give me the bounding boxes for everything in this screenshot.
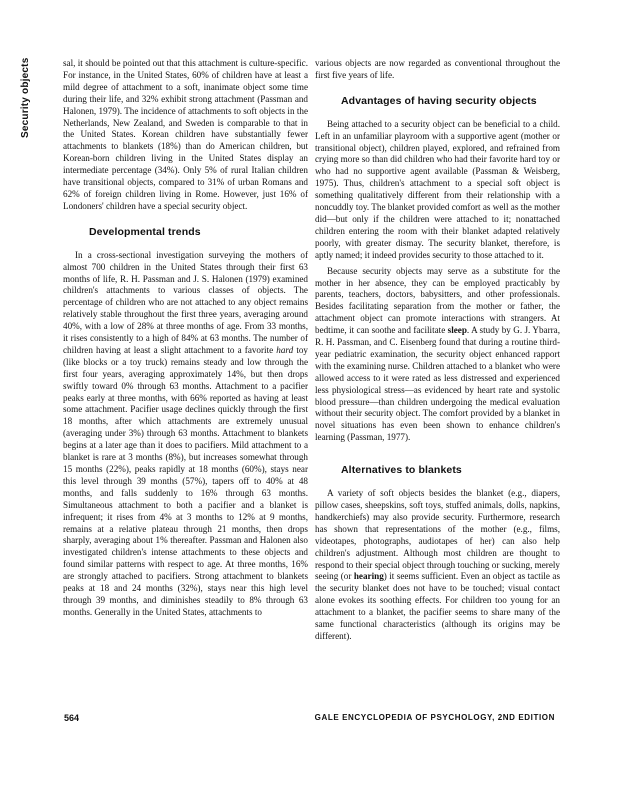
keyword-sleep[interactable]: sleep bbox=[447, 325, 467, 336]
paragraph: Because security objects may serve as a substitute for the mother in her absence, they can be employed practicably by parents, teachers, doctors, babysitters, and other professionals. Besides facilitating separation from the mother or father, the attachment object can promote interactions with strangers. At bedtime, it can soothe and facilitate sleep. A study by G. J. Ybarra, R. H. Passman, and C. Eisenberg found that during a routine third-year pediatric examination, the security object enhanced rapport with the examining nurse. Children attached to a blanket who were allowed access to it were rated as less distressed and experienced less physiological stress—as evidenced by heart rate and systolic blood pressure—than children undergoing the medical evaluation without their security object. The comfort provided by a blanket in novel situations has even been shown to enhance children's learning (Passman, 1977). bbox=[315, 265, 560, 443]
paragraph: A variety of soft objects besides the blanket (e.g., diapers, pillow cases, sheepskins, soft toys, stuffed animals, dolls, napkins, handkerchiefs) may also provide security. Furthermore, research has shown that representations of the mother (e.g., films, videotapes, photographs, audiotapes of her) can also help children's adjustment. Although most children are thought to respond to their special object through touching or sucking, merely seeing (or hearing) it seems sufficient. Even an object as tactile as the security blanket does not have to be touched; visual contact alone evokes its soothing effects. For children too young for an attachment to a blanket, the pacifier seems to share many of the same functional characteristics (although its origins may be different). bbox=[315, 488, 560, 641]
paragraph: In a cross-sectional investigation surveying the mothers of almost 700 children in the United States through their first 63 months of life, R. H. Passman and J. S. Halonen (1979) examined children's attachments to various classes of objects. The percentage of children who are not attached to any object remains relatively stable throughout the first three years, averaging around 40%, with a low of 28% at three months of age. From 33 months, it rises consistently to a high of 84% at 63 months. The number of children having at least a slight attachment to a favorite hard toy (like blocks or a toy truck) remains steady and low through the first four years, averaging approximately 14%, but then drops swiftly toward 0% through 63 months. Attachment to a pacifier peaks early at three months, with 66% reported as having at least some attachment. Pacifier usage declines quickly through the first 18 months, after which attachments are extremely unusual (averaging under 3%) through 63 months. Attachment to blankets begins at a later age than it does to pacifiers. Mild attachment to a blanket is rare at 3 months (8%), but increases somewhat through 15 months (22%), peaks rapidly at 18 months (60%), stays near this level through 39 months (57%), tapers off to 40% at 48 months, and falls suddenly to 16% through 63 months. Simultaneous attachment to both a pacifier and a blanket is infrequent; it rises from 4% at 3 months to 12% at 9 months, remains at a relative plateau through 21 months, then drops sharply, averaging about 1% thereafter. Passman and Halonen also investigated children's intense attachments to these objects and found similar patterns with respect to age. At three months, 16% are strongly attached to pacifiers. Strong attachment to blankets peaks at 18 and 24 months (32%), stays near this high level through 39 months, and diminishes steadily to 8% through 63 months. Generally in the United States, attachments to bbox=[63, 249, 308, 617]
paragraph: Being attached to a security object can be beneficial to a child. Left in an unfamiliar playroom with a supportive agent (mother or transitional object), children played, explored, and refrained from crying more so than did children who had their favorite hard toy or who had no supportive agent available (Passman & Weisberg, 1975). Thus, children's attachment to a special soft object is something qualitatively different from their relationship with a noncuddly toy. The blanket provided comfort as well as the mother did—but only if the children were attached to it; nonattached children entering the room with their blanket adapted relatively poorly, with greater dismay. The security blanket, therefore, is aptly named; it indeed provides security to those attached to it. bbox=[315, 118, 560, 260]
page-number: 564 bbox=[64, 713, 80, 723]
paragraph: sal, it should be pointed out that this attachment is culture-specific. For instance, in the United States, 60% of children have at least a mild degree of attachment to a soft, inanimate object some time during their life, and 32% exhibit strong attachment (Passman and Halonen, 1979). The incidence of attachments to soft objects in the Netherlands, New Zealand, and Sweden is comparable to that in the United States. Korean children have substantially fewer attachments to blankets (18%) than do American children, but Korean-born children living in the United States display an intermediate percentage (34%). Only 5% of rural Italian children have transitional objects, compared to 31% of urban Romans and 62% of foreign children living in Rome. However, just 16% of Londoners' children have a special security object. bbox=[63, 58, 308, 211]
left-column bbox=[63, 58, 308, 619]
right-column bbox=[315, 58, 560, 643]
section-heading-alternatives: Alternatives to blankets bbox=[341, 464, 462, 477]
book-title: GALE ENCYCLOPEDIA OF PSYCHOLOGY, 2ND EDITION bbox=[314, 713, 555, 722]
paragraph: various objects are now regarded as conventional throughout the first five years of life. bbox=[315, 58, 560, 80]
section-heading-advantages: Advantages of having security objects bbox=[341, 94, 537, 107]
emphasis: hard bbox=[276, 344, 294, 355]
running-head: Security objects bbox=[20, 58, 31, 139]
section-heading-developmental-trends: Developmental trends bbox=[89, 225, 201, 238]
keyword-hearing[interactable]: hearing bbox=[353, 571, 384, 582]
